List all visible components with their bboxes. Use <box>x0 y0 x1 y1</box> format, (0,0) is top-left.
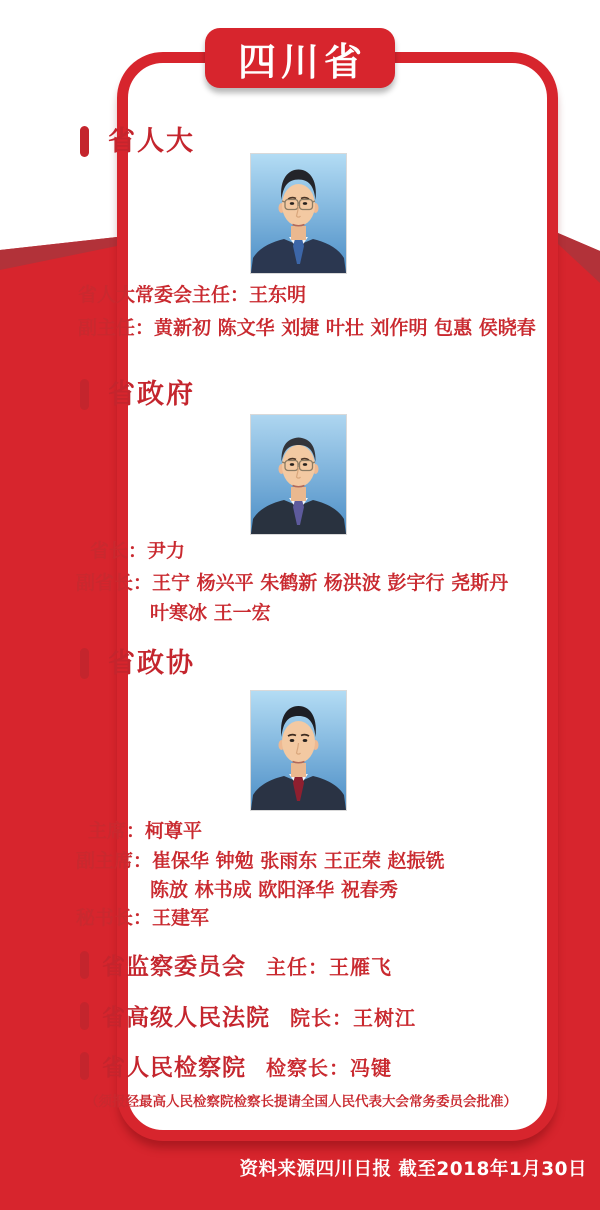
province-banner <box>205 28 395 88</box>
heading-accent-bar <box>80 1002 89 1030</box>
heading-accent-bar <box>80 951 89 979</box>
zhengxie-chief-line: 主席：柯尊平 <box>88 820 203 842</box>
section-zhengfu-heading: 省政府 <box>108 379 195 410</box>
zhengfu-chief-line: 省长：尹力 <box>90 540 186 562</box>
portrait-yinli-icon <box>251 415 346 534</box>
portrait-wangdongming-icon <box>251 154 346 273</box>
heading-accent-bar <box>80 648 89 679</box>
jiancha-heading: 省监察委员会 <box>102 954 246 980</box>
portrait-photo-zhengxie <box>250 690 347 811</box>
heading-accent-bar <box>80 379 89 410</box>
province-title: 四川省 <box>237 39 367 84</box>
section-renda-heading: 省人大 <box>108 126 195 157</box>
section-zhengxie-heading: 省政协 <box>108 648 195 679</box>
portrait-photo-zhengfu <box>250 414 347 535</box>
zhengfu-deputy-line2: 叶寒冰 王一宏 <box>150 602 271 624</box>
section-renmin-jianchayuan <box>80 1049 392 1082</box>
section-zhengxie <box>80 648 195 679</box>
approval-note: （须报经最高人民检察院检察长提请全国人民代表大会常务委员会批准） <box>85 1094 517 1110</box>
jianchayuan-heading: 省人民检察院 <box>102 1055 246 1081</box>
jianchayuan-role-line: 检察长：冯键 <box>266 1056 392 1080</box>
renda-chief-line: 省人大常委会主任：王东明 <box>78 284 307 306</box>
heading-accent-bar <box>80 1052 89 1080</box>
section-gaoji-fayuan <box>80 999 416 1032</box>
heading-accent-bar <box>80 126 89 157</box>
fayuan-role-line: 院长：王树江 <box>290 1006 416 1030</box>
section-jiancha-weiyuanhui <box>80 948 392 981</box>
section-zhengfu <box>80 379 195 410</box>
zhengxie-deputy-line2: 陈放 林书成 欧阳泽华 祝春秀 <box>150 879 398 901</box>
portrait-photo-renda <box>250 153 347 274</box>
zhengxie-deputy-line: 副主席：崔保华 钟勉 张雨东 王正荣 赵振铣 <box>76 850 445 872</box>
source-footnote: 资料来源四川日报 截至2018年1月30日 <box>239 1159 587 1180</box>
fayuan-heading: 省高级人民法院 <box>102 1005 270 1031</box>
renda-deputy-line: 副主任：黄新初 陈文华 刘捷 叶壮 刘作明 包惠 侯晓春 <box>78 317 536 339</box>
zhengfu-deputy-line: 副省长：王宁 杨兴平 朱鹤新 杨洪波 彭宇行 尧斯丹 <box>76 572 509 594</box>
portrait-kezunping-icon <box>251 691 346 810</box>
zhengxie-secretary-line: 秘书长：王建军 <box>76 907 210 929</box>
section-renda <box>80 126 195 157</box>
jiancha-role-line: 主任：王雁飞 <box>266 955 392 979</box>
